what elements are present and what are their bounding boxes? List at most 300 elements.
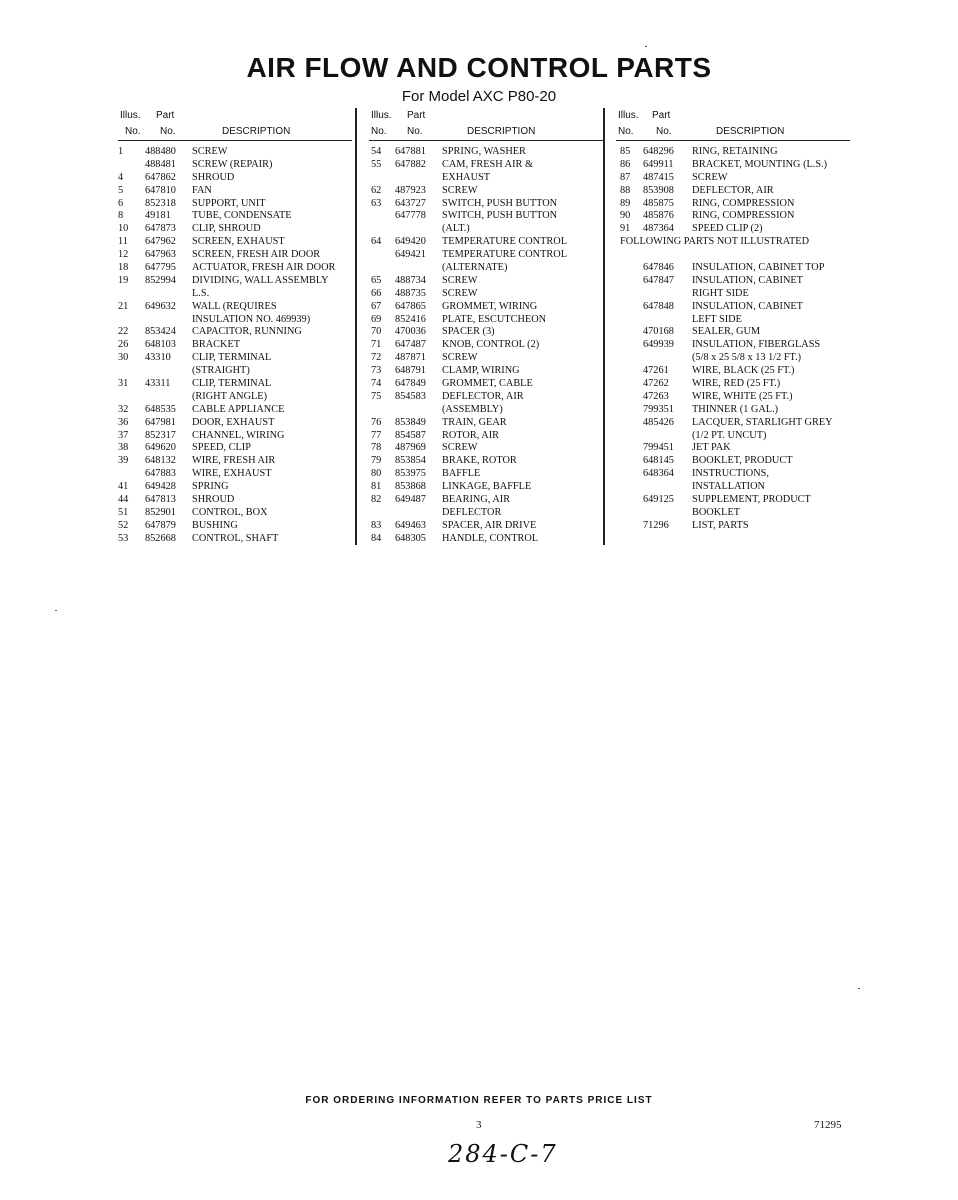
- part-description: CHANNEL, WIRING: [192, 429, 285, 441]
- part-number: 853849: [395, 416, 426, 428]
- table-row: [118, 185, 352, 198]
- part-number: 853975: [395, 468, 426, 480]
- header-no-illus: No.: [371, 126, 387, 137]
- part-number: 71296: [643, 519, 669, 531]
- table-row: [369, 455, 603, 468]
- part-description: BOOKLET: [692, 506, 741, 518]
- part-number: 647862: [145, 171, 176, 183]
- illus-number: 44: [118, 494, 129, 506]
- part-description: SUPPLEMENT, PRODUCT: [692, 494, 811, 506]
- illus-number: 71: [371, 339, 382, 351]
- table-row: [616, 339, 850, 352]
- table-row: [118, 223, 352, 236]
- table-row: [369, 468, 603, 481]
- parts-rows: [118, 141, 352, 546]
- table-row: [616, 146, 850, 159]
- illus-number: 82: [371, 494, 382, 506]
- part-description: CLIP, SHROUD: [192, 223, 261, 235]
- part-description: (STRAIGHT): [192, 365, 250, 377]
- part-number: 47263: [643, 390, 669, 402]
- illus-number: 4: [118, 171, 124, 183]
- part-number: 649125: [643, 494, 674, 506]
- table-row: [118, 352, 352, 365]
- illus-number: 54: [371, 146, 382, 157]
- part-description: SHROUD: [192, 171, 235, 183]
- part-description: DEFLECTOR, AIR: [442, 390, 524, 402]
- table-row: [369, 326, 603, 339]
- part-number: 647810: [145, 184, 176, 196]
- illus-number: 70: [371, 326, 382, 338]
- part-description: CLIP, TERMINAL: [192, 352, 272, 364]
- table-row: [118, 378, 352, 391]
- parts-column-1: [118, 110, 352, 546]
- table-row: [616, 185, 850, 198]
- part-number: 485876: [643, 210, 674, 222]
- part-number: 854587: [395, 429, 426, 441]
- column-divider: [355, 108, 357, 545]
- part-description: SCREW: [192, 146, 228, 157]
- table-row: [616, 378, 850, 391]
- part-description: SUPPORT, UNIT: [192, 197, 266, 209]
- part-number: 647962: [145, 236, 176, 248]
- table-row: [118, 430, 352, 443]
- part-description: CONTROL, SHAFT: [192, 532, 279, 544]
- table-row: [369, 339, 603, 352]
- part-description: LEFT SIDE: [692, 313, 742, 325]
- illus-number: 86: [620, 158, 631, 170]
- part-number: 487871: [395, 352, 426, 364]
- illus-number: 84: [371, 532, 382, 544]
- header-no-illus: No.: [618, 126, 634, 137]
- part-description: BRACKET, MOUNTING (L.S.): [692, 158, 828, 170]
- table-row: [118, 468, 352, 481]
- table-row: [118, 314, 352, 327]
- part-number: 647883: [145, 468, 176, 480]
- part-number: 649632: [145, 300, 176, 312]
- table-row: [369, 507, 603, 520]
- part-description: RING, COMPRESSION: [692, 197, 795, 209]
- illus-number: 30: [118, 352, 129, 364]
- part-number: 648145: [643, 455, 674, 467]
- part-number: 852318: [145, 197, 176, 209]
- table-row: [616, 455, 850, 468]
- illus-number: 62: [371, 184, 382, 196]
- part-number: 643727: [395, 197, 426, 209]
- part-number: 649463: [395, 519, 426, 531]
- part-number: 487969: [395, 442, 426, 454]
- table-row: [118, 198, 352, 211]
- part-number: 647778: [395, 210, 426, 222]
- table-row: [616, 520, 850, 533]
- part-description: RIGHT SIDE: [692, 287, 749, 299]
- part-number: 488735: [395, 287, 426, 299]
- part-number: 649420: [395, 236, 426, 248]
- part-number: 647849: [395, 378, 426, 390]
- table-row: [616, 326, 850, 339]
- table-row: [369, 172, 603, 185]
- table-row: [616, 494, 850, 507]
- table-row: [369, 198, 603, 211]
- part-number: 852901: [145, 506, 176, 518]
- part-number: 647882: [395, 158, 426, 170]
- part-description: SPEED, CLIP: [192, 442, 251, 454]
- table-row: [369, 404, 603, 417]
- illus-number: 69: [371, 313, 382, 325]
- illus-number: 18: [118, 262, 129, 274]
- part-number: 49181: [145, 210, 171, 222]
- part-description: DEFLECTOR, AIR: [692, 184, 774, 196]
- part-number: 647981: [145, 416, 176, 428]
- illus-number: 79: [371, 455, 382, 467]
- table-row: [616, 404, 850, 417]
- table-row: [369, 533, 603, 546]
- part-description: WIRE, FRESH AIR: [192, 455, 276, 467]
- table-row: [118, 275, 352, 288]
- illus-number: 63: [371, 197, 382, 209]
- table-row: [616, 236, 850, 249]
- part-number: 487415: [643, 171, 674, 183]
- illus-number: 5: [118, 184, 124, 196]
- table-row: [369, 481, 603, 494]
- illus-number: 64: [371, 236, 382, 248]
- table-row: [369, 494, 603, 507]
- part-number: 649620: [145, 442, 176, 454]
- part-description: WIRE, WHITE (25 FT.): [692, 390, 793, 402]
- header-illus: Illus.: [120, 110, 141, 121]
- part-description: WIRE, EXHAUST: [192, 468, 272, 480]
- part-description: FAN: [192, 184, 212, 196]
- parts-rows: [616, 141, 850, 533]
- part-description: SCREW: [442, 352, 478, 364]
- header-no-part: No.: [656, 126, 672, 137]
- header-description: DESCRIPTION: [222, 126, 291, 137]
- column-header: [616, 110, 850, 141]
- illus-number: 37: [118, 429, 129, 441]
- illus-number: 88: [620, 184, 631, 196]
- header-illus: Illus.: [371, 110, 392, 121]
- illus-number: 72: [371, 352, 382, 364]
- illus-number: 41: [118, 481, 129, 493]
- table-row: [118, 533, 352, 546]
- table-row: [118, 249, 352, 262]
- part-description: CLIP, TERMINAL: [192, 378, 272, 390]
- part-number: 647487: [395, 339, 426, 351]
- table-row: [118, 404, 352, 417]
- part-number: 648132: [145, 455, 176, 467]
- part-number: 485426: [643, 416, 674, 428]
- table-row: [616, 417, 850, 430]
- part-description: (ALT.): [442, 223, 470, 235]
- part-number: 647873: [145, 223, 176, 235]
- part-description: TEMPERATURE CONTROL: [442, 236, 567, 248]
- part-number: 470168: [643, 326, 674, 338]
- table-row: [118, 455, 352, 468]
- part-number: 852416: [395, 313, 426, 325]
- part-number: 47261: [643, 365, 669, 377]
- table-row: [616, 262, 850, 275]
- header-description: DESCRIPTION: [716, 126, 785, 137]
- part-number: 488734: [395, 274, 426, 286]
- illus-number: 89: [620, 197, 631, 209]
- part-description: LACQUER, STARLIGHT GREY: [692, 416, 833, 428]
- illus-number: 67: [371, 300, 382, 312]
- part-description: RING, RETAINING: [692, 146, 778, 157]
- illus-number: 74: [371, 378, 382, 390]
- table-row: [369, 262, 603, 275]
- part-description: WIRE, RED (25 FT.): [692, 378, 781, 390]
- part-description: SCREEN, FRESH AIR DOOR: [192, 249, 321, 261]
- table-row: [118, 520, 352, 533]
- scan-speck: [645, 46, 647, 47]
- part-description: GROMMET, WIRING: [442, 300, 538, 312]
- header-no-illus: No.: [125, 126, 141, 137]
- part-description: SPACER, AIR DRIVE: [442, 519, 537, 531]
- part-description: LIST, PARTS: [692, 519, 749, 531]
- part-number: 647865: [395, 300, 426, 312]
- table-row: [616, 430, 850, 443]
- part-number: 647881: [395, 146, 426, 157]
- table-row: [616, 172, 850, 185]
- column-header: [118, 110, 352, 141]
- part-description: (1/2 PT. UNCUT): [692, 429, 767, 441]
- part-number: 799351: [643, 403, 674, 415]
- table-row: [616, 352, 850, 365]
- part-number: 648103: [145, 339, 176, 351]
- part-description: CAPACITOR, RUNNING: [192, 326, 302, 338]
- table-row: [616, 223, 850, 236]
- table-row: [118, 262, 352, 275]
- part-description: DEFLECTOR: [442, 506, 502, 518]
- table-row: [118, 391, 352, 404]
- page-title: AIR FLOW AND CONTROL PARTS: [246, 52, 712, 83]
- part-description: TEMPERATURE CONTROL: [442, 249, 567, 261]
- part-description: SEALER, GUM: [692, 326, 761, 338]
- illus-number: 75: [371, 390, 382, 402]
- part-description: TUBE, CONDENSATE: [192, 210, 292, 222]
- part-number: 647963: [145, 249, 176, 261]
- part-number: 854583: [395, 390, 426, 402]
- part-description: KNOB, CONTROL (2): [442, 339, 540, 351]
- part-description: SHROUD: [192, 494, 235, 506]
- illus-number: 36: [118, 416, 129, 428]
- table-row: [616, 275, 850, 288]
- part-number: 470036: [395, 326, 426, 338]
- table-row: [369, 352, 603, 365]
- part-number: 647848: [643, 300, 674, 312]
- part-description: SPRING, WASHER: [442, 146, 526, 157]
- table-row: [118, 417, 352, 430]
- part-description: BAFFLE: [442, 468, 481, 480]
- part-description: SWITCH, PUSH BUTTON: [442, 197, 558, 209]
- part-description: HANDLE, CONTROL: [442, 532, 539, 544]
- table-row: [616, 442, 850, 455]
- table-row: [369, 365, 603, 378]
- illus-number: 90: [620, 210, 631, 222]
- part-description: TRAIN, GEAR: [442, 416, 507, 428]
- page-number: 3: [476, 1119, 482, 1131]
- part-number: 799451: [643, 442, 674, 454]
- header-part: Part: [652, 110, 671, 121]
- part-number: 488481: [145, 158, 176, 170]
- part-description: ACTUATOR, FRESH AIR DOOR: [192, 262, 336, 274]
- table-row: [369, 223, 603, 236]
- illus-number: 26: [118, 339, 129, 351]
- header-no-part: No.: [160, 126, 176, 137]
- table-row: [118, 301, 352, 314]
- table-row: [369, 159, 603, 172]
- part-number: 43310: [145, 352, 171, 364]
- table-row: [118, 236, 352, 249]
- part-number: 853854: [395, 455, 426, 467]
- part-description: WIRE, BLACK (25 FT.): [692, 365, 795, 377]
- table-row: [616, 159, 850, 172]
- illus-number: 51: [118, 506, 129, 518]
- part-description: (ASSEMBLY): [442, 403, 503, 415]
- table-row: [118, 159, 352, 172]
- table-row: [369, 210, 603, 223]
- table-row: [369, 417, 603, 430]
- part-number: 47262: [643, 378, 669, 390]
- part-description: SCREW: [692, 171, 728, 183]
- illus-number: 65: [371, 274, 382, 286]
- table-row: [118, 326, 352, 339]
- illus-number: 53: [118, 532, 129, 544]
- table-row: [616, 210, 850, 223]
- table-row: [616, 301, 850, 314]
- table-row: [118, 339, 352, 352]
- part-number: 487364: [643, 223, 674, 235]
- part-description: BUSHING: [192, 519, 238, 531]
- part-number: 649911: [643, 158, 674, 170]
- parts-column-2: [369, 110, 603, 546]
- part-number: 853868: [395, 481, 426, 493]
- part-number: 853908: [643, 184, 674, 196]
- table-row: [616, 314, 850, 327]
- part-description: LINKAGE, BAFFLE: [442, 481, 532, 493]
- illus-number: 19: [118, 274, 129, 286]
- table-row: [616, 198, 850, 211]
- table-row: [118, 146, 352, 159]
- part-number: 488480: [145, 146, 176, 157]
- part-number: 853424: [145, 326, 176, 338]
- parts-rows: [369, 141, 603, 546]
- header-description: DESCRIPTION: [467, 126, 536, 137]
- illus-number: 39: [118, 455, 129, 467]
- part-description: SPRING: [192, 481, 229, 493]
- part-number: 649428: [145, 481, 176, 493]
- table-row: [369, 314, 603, 327]
- table-row: [118, 442, 352, 455]
- part-number: 852668: [145, 532, 176, 544]
- part-description: SCREW (REPAIR): [192, 158, 273, 170]
- table-row: [369, 301, 603, 314]
- table-row: [616, 391, 850, 404]
- part-description: DIVIDING, WALL ASSEMBLY: [192, 274, 329, 286]
- part-description: DOOR, EXHAUST: [192, 416, 275, 428]
- part-description: SCREW: [442, 274, 478, 286]
- part-description: RING, COMPRESSION: [692, 210, 795, 222]
- illus-number: 22: [118, 326, 129, 338]
- part-description: INSTRUCTIONS,: [692, 468, 769, 480]
- table-row: [369, 275, 603, 288]
- part-description: BOOKLET, PRODUCT: [692, 455, 793, 467]
- illus-number: 80: [371, 468, 382, 480]
- part-number: 852317: [145, 429, 176, 441]
- part-description: JET PAK: [692, 442, 731, 454]
- part-number: 647813: [145, 494, 176, 506]
- illus-number: 91: [620, 223, 631, 235]
- part-number: 43311: [145, 378, 171, 390]
- part-description: (5/8 x 25 5/8 x 13 1/2 FT.): [692, 352, 802, 364]
- section-note: FOLLOWING PARTS NOT ILLUSTRATED: [620, 236, 810, 248]
- illus-number: 11: [118, 236, 128, 248]
- part-number: 648364: [643, 468, 674, 480]
- table-row: [616, 288, 850, 301]
- illus-number: 66: [371, 287, 382, 299]
- part-description: BRACKET: [192, 339, 241, 351]
- column-divider: [603, 108, 605, 545]
- illus-number: 77: [371, 429, 382, 441]
- header-illus: Illus.: [618, 110, 639, 121]
- scan-speck: [55, 610, 57, 611]
- illus-number: 83: [371, 519, 382, 531]
- part-description: INSULATION, CABINET: [692, 300, 803, 312]
- table-row: [616, 481, 850, 494]
- part-description: BEARING, AIR: [442, 494, 511, 506]
- illus-number: 1: [118, 146, 124, 157]
- table-row: [616, 507, 850, 520]
- header-no-part: No.: [407, 126, 423, 137]
- part-number: 485875: [643, 197, 674, 209]
- part-description: WALL (REQUIRES: [192, 300, 277, 312]
- part-description: INSULATION, FIBERGLASS: [692, 339, 821, 351]
- illus-number: 10: [118, 223, 129, 235]
- table-row: [616, 249, 850, 262]
- part-number: 649487: [395, 494, 426, 506]
- scan-speck: [858, 988, 860, 989]
- part-description: GROMMET, CABLE: [442, 378, 533, 390]
- document-number: 71295: [814, 1119, 842, 1131]
- table-row: [118, 288, 352, 301]
- part-description: SWITCH, PUSH BUTTON: [442, 210, 558, 222]
- table-row: [118, 481, 352, 494]
- table-row: [616, 365, 850, 378]
- page-subtitle: For Model AXC P80-20: [401, 88, 557, 105]
- part-description: SPACER (3): [442, 326, 495, 338]
- part-description: INSULATION, CABINET: [692, 274, 803, 286]
- part-description: CAM, FRESH AIR &: [442, 158, 533, 170]
- table-row: [118, 507, 352, 520]
- table-row: [369, 185, 603, 198]
- part-number: 647847: [643, 274, 674, 286]
- illus-number: 32: [118, 403, 129, 415]
- part-description: INSULATION NO. 469939): [192, 313, 311, 325]
- part-description: SCREEN, EXHAUST: [192, 236, 285, 248]
- table-row: [369, 236, 603, 249]
- ordering-footer: FOR ORDERING INFORMATION REFER TO PARTS PRICE LIST: [305, 1095, 653, 1106]
- table-row: [118, 172, 352, 185]
- part-description: CABLE APPLIANCE: [192, 403, 285, 415]
- header-part: Part: [156, 110, 175, 121]
- table-row: [616, 468, 850, 481]
- table-row: [369, 378, 603, 391]
- illus-number: 78: [371, 442, 382, 454]
- illus-number: 12: [118, 249, 129, 261]
- part-description: CONTROL, BOX: [192, 506, 268, 518]
- illus-number: 73: [371, 365, 382, 377]
- part-number: 647795: [145, 262, 176, 274]
- part-description: SCREW: [442, 287, 478, 299]
